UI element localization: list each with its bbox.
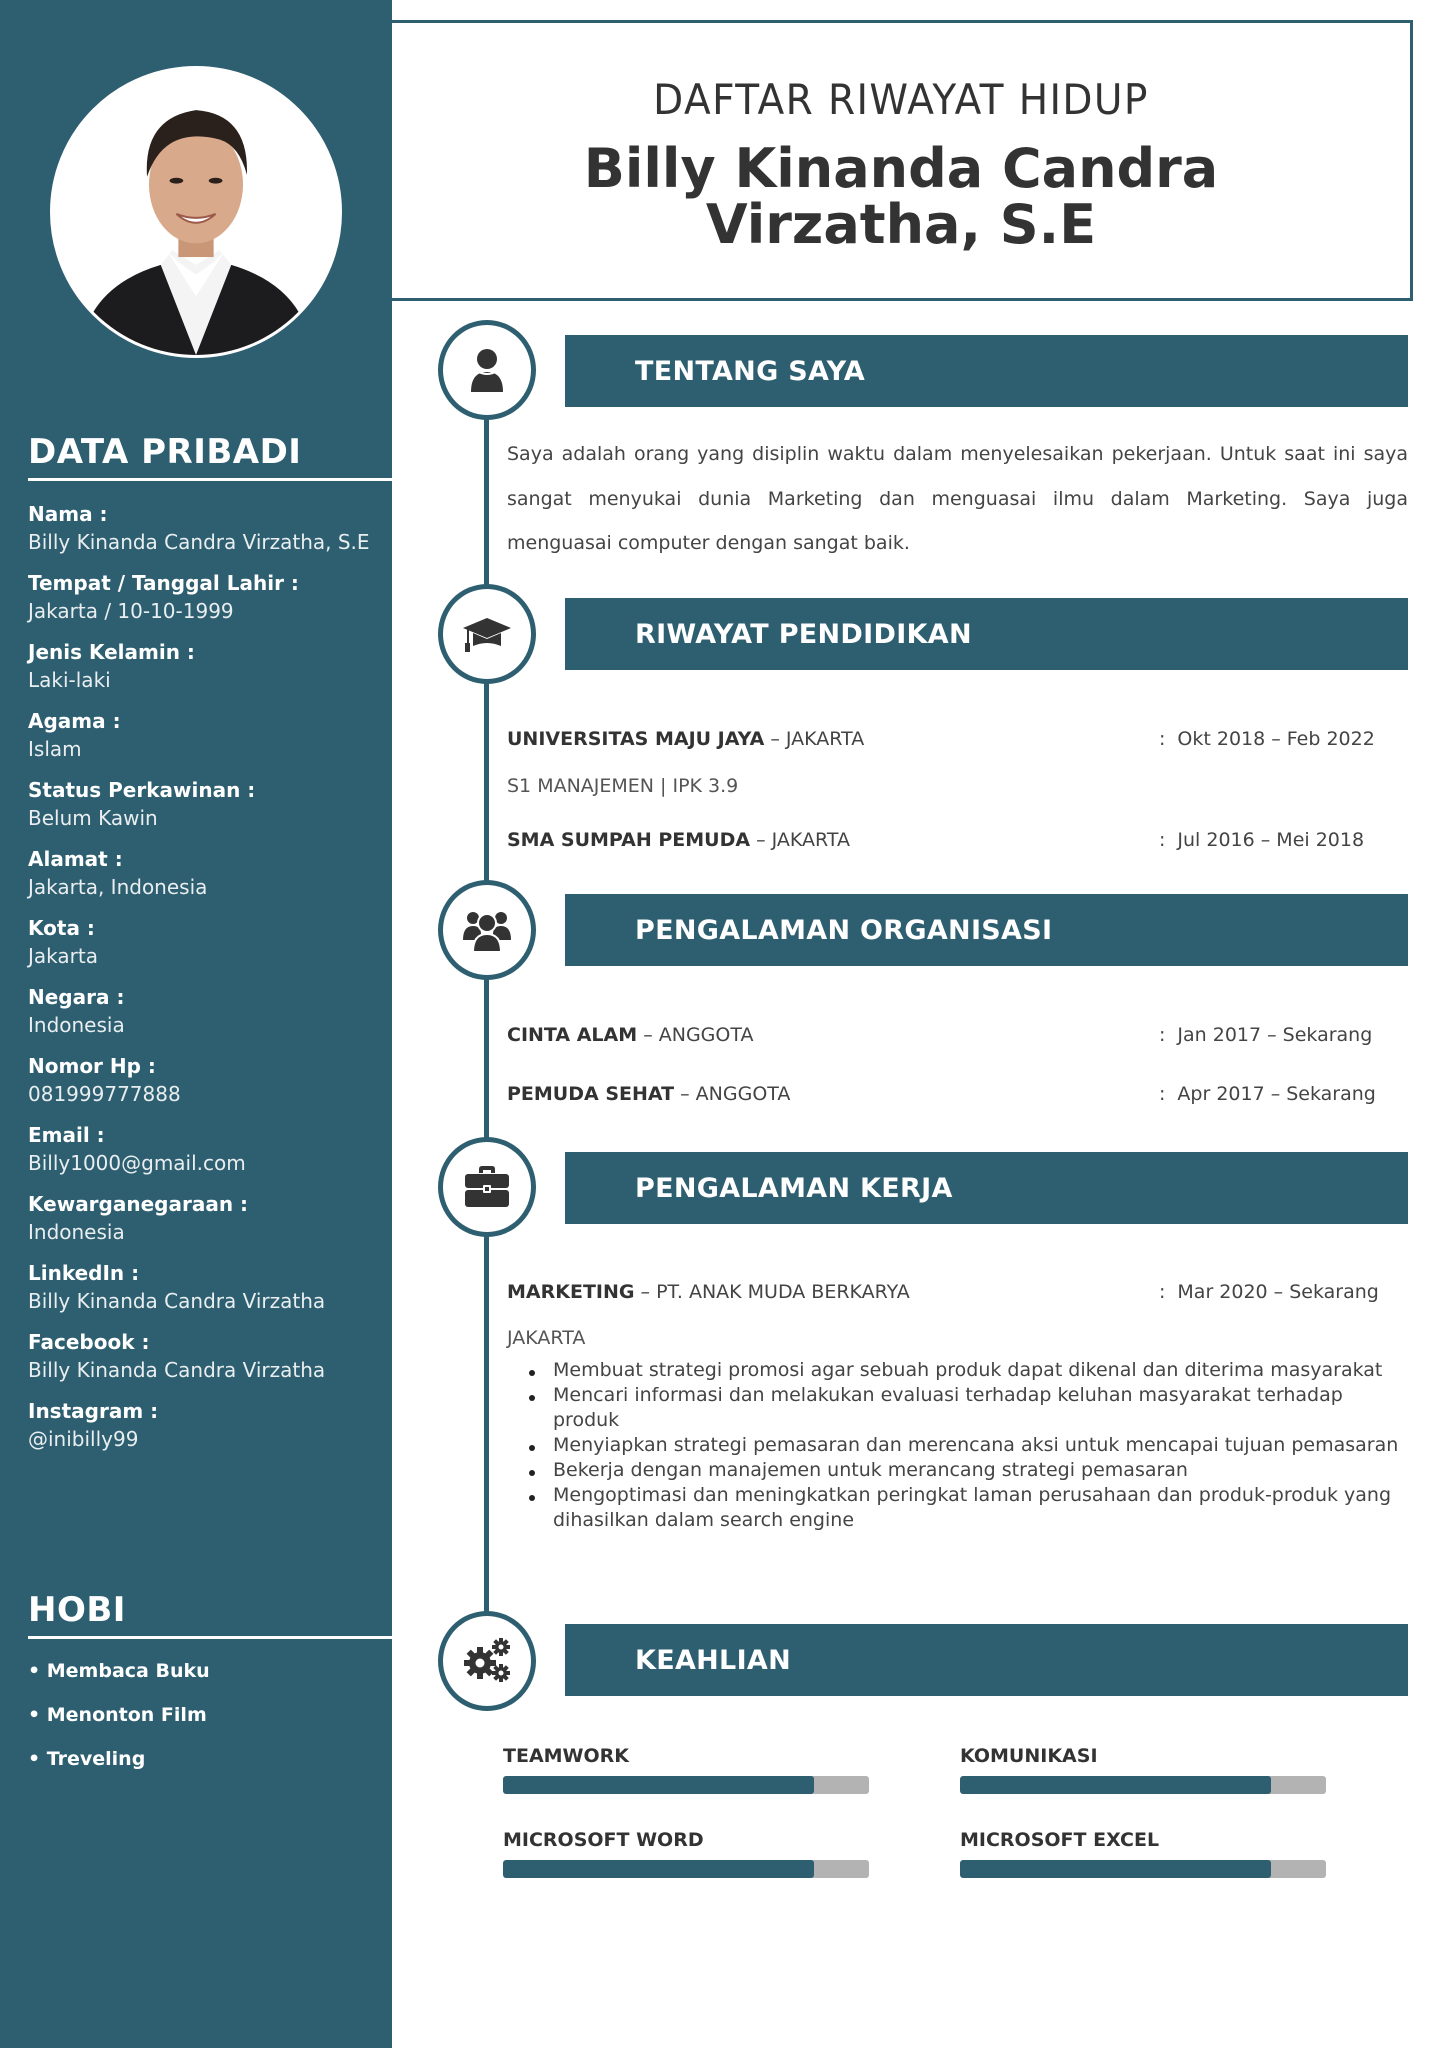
field-agama [28, 707, 378, 763]
person-name-line2: Virzatha, S.E [705, 193, 1097, 256]
education-entry [507, 829, 1408, 859]
field-value: @inibilly99 [28, 1427, 139, 1451]
field-value: 081999777888 [28, 1082, 181, 1106]
skill-label: TEAMWORK [503, 1745, 630, 1767]
organization-entry [507, 1083, 1408, 1113]
field-label: Email : [28, 1123, 105, 1147]
field-kota [28, 914, 378, 970]
hobby-item: • Menonton Film [28, 1704, 207, 1726]
field-label: Facebook : [28, 1330, 150, 1354]
skill-bar-track [503, 1860, 869, 1878]
skill-bar-fill [960, 1860, 1271, 1878]
period-text: Apr 2017 – Sekarang [1177, 1083, 1376, 1105]
organization-name [507, 1083, 790, 1105]
skill-bar-fill [960, 1776, 1271, 1794]
field-email [28, 1121, 378, 1177]
graduation-cap-icon [461, 608, 513, 660]
data-pribadi-heading: DATA PRIBADI [28, 432, 392, 481]
field-negara [28, 983, 378, 1039]
skill-microsoft-excel [960, 1826, 1326, 1878]
period-text: Mar 2020 – Sekarang [1177, 1281, 1379, 1303]
skill-bar-track [960, 1860, 1326, 1878]
skill-bar-track [503, 1776, 869, 1794]
section-title: PENGALAMAN KERJA [635, 1172, 953, 1204]
profile-photo [50, 66, 342, 358]
field-ttl [28, 569, 378, 625]
field-label: Nomor Hp : [28, 1054, 156, 1078]
skill-label: MICROSOFT EXCEL [960, 1829, 1160, 1851]
education-detail: S1 MANAJEMEN | IPK 3.9 [507, 775, 739, 797]
user-icon [461, 344, 513, 396]
duty-item: Menyiapkan strategi pemasaran dan merencana aksi untuk mencapai tujuan pemasaran [527, 1433, 1407, 1458]
sidebar [0, 0, 392, 2048]
field-linkedin [28, 1259, 378, 1315]
period-text: Jul 2016 – Mei 2018 [1177, 829, 1365, 851]
field-label: Jenis Kelamin : [28, 640, 195, 664]
colon: : [1159, 1024, 1166, 1046]
skill-bar-track [960, 1776, 1326, 1794]
education-entry [507, 728, 1408, 758]
education-institution [507, 728, 864, 750]
work-entry [507, 1281, 1408, 1311]
organization-entry [507, 1024, 1408, 1054]
field-label: Negara : [28, 985, 125, 1009]
title-box [392, 20, 1413, 301]
period-text: Okt 2018 – Feb 2022 [1177, 728, 1375, 750]
institution-name: UNIVERSITAS MAJU JAYA [507, 728, 765, 750]
graduation-cap-icon-badge [438, 584, 536, 684]
field-label: LinkedIn : [28, 1261, 140, 1285]
field-nama [28, 500, 378, 556]
field-jenis-kelamin [28, 638, 378, 694]
field-label: Status Perkawinan : [28, 778, 256, 802]
period-text: Jan 2017 – Sekarang [1177, 1024, 1373, 1046]
job-duties-list [527, 1358, 1407, 1533]
field-status-perkawinan [28, 776, 378, 832]
field-alamat [28, 845, 378, 901]
group-icon-badge [438, 880, 536, 980]
section-header-pengalaman-kerja [565, 1152, 1408, 1224]
field-value: Jakarta / 10-10-1999 [28, 599, 234, 623]
organization-period [1159, 1024, 1372, 1046]
skill-komunikasi [960, 1742, 1326, 1794]
field-label: Kewarganegaraan : [28, 1192, 249, 1216]
organization-name [507, 1024, 753, 1046]
field-value: Islam [28, 737, 82, 761]
personal-data-list [28, 500, 378, 1466]
gears-icon [461, 1635, 513, 1687]
field-value: Billy Kinanda Candra Virzatha [28, 1289, 326, 1313]
profile-photo-image [53, 69, 339, 355]
briefcase-icon-badge [438, 1137, 536, 1237]
section-header-pengalaman-organisasi [565, 894, 1408, 966]
skill-teamwork [503, 1742, 869, 1794]
field-label: Instagram : [28, 1399, 159, 1423]
hobby-list [28, 1658, 378, 1790]
section-title: RIWAYAT PENDIDIKAN [635, 618, 972, 650]
institution-name: SMA SUMPAH PEMUDA [507, 829, 751, 851]
section-header-riwayat-pendidikan [565, 598, 1408, 670]
work-location: JAKARTA [507, 1327, 586, 1349]
colon: : [1159, 1281, 1166, 1303]
field-label: Agama : [28, 709, 121, 733]
field-value: Jakarta [28, 944, 98, 968]
work-period [1159, 1281, 1379, 1303]
institution-place: – JAKARTA [764, 728, 865, 750]
section-header-tentang-saya [565, 335, 1408, 407]
section-title: KEAHLIAN [635, 1644, 792, 1676]
about-text: Saya adalah orang yang disiplin waktu dalam menyelesaikan pekerjaan. Untuk saat ini saya sangat menyukai dunia Marketing dan menguasai ilmu dalam Marketing. Saya juga menguasai computer dengan sangat baik. [507, 443, 1408, 554]
colon: : [1159, 728, 1166, 750]
org-role: – ANGGOTA [674, 1083, 791, 1105]
skill-bar-fill [503, 1776, 814, 1794]
field-facebook [28, 1328, 378, 1384]
org-name: CINTA ALAM [507, 1024, 638, 1046]
education-period [1159, 728, 1375, 750]
duty-item: Bekerja dengan manajemen untuk merancang strategi pemasaran [527, 1458, 1407, 1483]
field-value: Billy1000@gmail.com [28, 1151, 246, 1175]
document-title: DAFTAR RIWAYAT HIDUP [653, 75, 1149, 124]
colon: : [1159, 1083, 1166, 1105]
education-institution [507, 829, 850, 851]
job-title: MARKETING [507, 1281, 635, 1303]
duty-item: Membuat strategi promosi agar sebuah produk dapat dikenal dan diterima masyarakat [527, 1358, 1407, 1383]
field-value: Indonesia [28, 1013, 125, 1037]
org-name: PEMUDA SEHAT [507, 1083, 675, 1105]
field-value: Belum Kawin [28, 806, 158, 830]
education-period [1159, 829, 1364, 851]
organization-period [1159, 1083, 1376, 1105]
field-label: Kota : [28, 916, 95, 940]
field-label: Tempat / Tanggal Lahir : [28, 571, 299, 595]
institution-place: – JAKARTA [750, 829, 850, 851]
field-kewarganegaraan [28, 1190, 378, 1246]
skill-label: MICROSOFT WORD [503, 1829, 704, 1851]
briefcase-icon [461, 1161, 513, 1213]
section-title: PENGALAMAN ORGANISASI [635, 914, 1053, 946]
field-label: Alamat : [28, 847, 123, 871]
section-header-keahlian [565, 1624, 1408, 1696]
field-label: Nama : [28, 502, 108, 526]
field-value: Indonesia [28, 1220, 125, 1244]
org-role: – ANGGOTA [637, 1024, 754, 1046]
section-title: TENTANG SAYA [635, 355, 866, 387]
hobby-item: • Membaca Buku [28, 1660, 210, 1682]
field-value: Billy Kinanda Candra Virzatha, S.E [28, 530, 370, 554]
person-name [392, 137, 1410, 256]
field-value: Laki-laki [28, 668, 111, 692]
field-value: Billy Kinanda Candra Virzatha [28, 1358, 326, 1382]
skill-label: KOMUNIKASI [960, 1745, 1098, 1767]
duty-item: Mencari informasi dan melakukan evaluasi terhadap keluhan masyarakat terhadap produk [527, 1383, 1407, 1433]
user-icon-badge [438, 320, 536, 420]
skill-microsoft-word [503, 1826, 869, 1878]
hobi-heading: HOBI [28, 1590, 392, 1639]
work-position [507, 1281, 910, 1303]
duty-item: Mengoptimasi dan meningkatkan peringkat laman perusahaan dan produk-produk yang dihasilkan dalam search engine [527, 1483, 1407, 1533]
group-icon [461, 904, 513, 956]
field-instagram [28, 1397, 378, 1453]
person-name-line1: Billy Kinanda Candra [583, 137, 1219, 200]
skill-bar-fill [503, 1860, 814, 1878]
field-value: Jakarta, Indonesia [28, 875, 208, 899]
hobby-item: • Treveling [28, 1748, 146, 1770]
colon: : [1159, 829, 1166, 851]
field-nomor-hp [28, 1052, 378, 1108]
gears-icon-badge [438, 1611, 536, 1711]
company-name: – PT. ANAK MUDA BERKARYA [634, 1281, 910, 1303]
